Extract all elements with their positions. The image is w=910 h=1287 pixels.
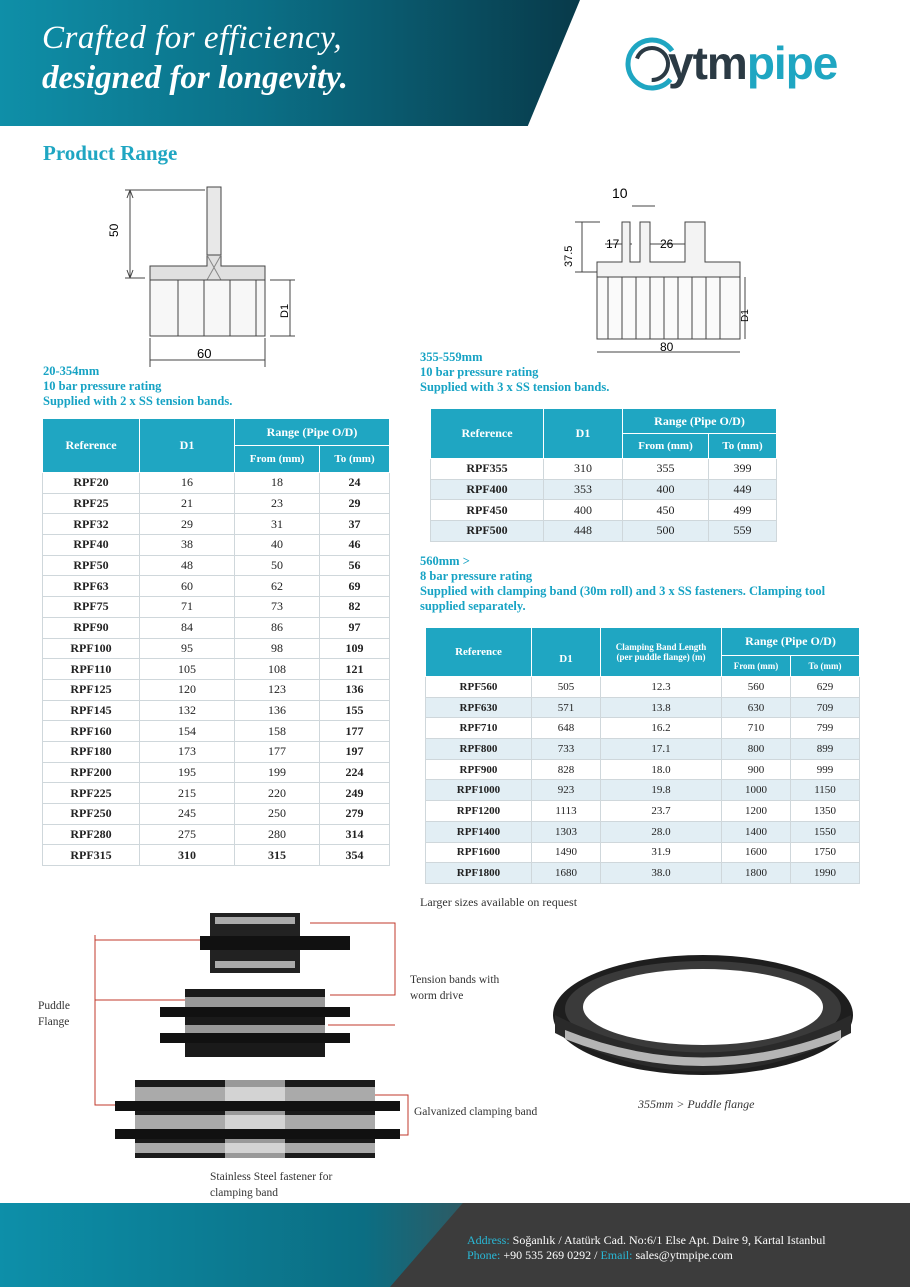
cell-reference: RPF225	[43, 783, 140, 804]
table-cell: 38	[140, 535, 235, 556]
cell-reference: RPF1200	[426, 801, 532, 822]
dim-height: 37.5	[563, 245, 575, 267]
cell-reference: RPF400	[431, 479, 544, 500]
cell-reference: RPF200	[43, 762, 140, 783]
table-cell: 310	[140, 845, 235, 866]
table-cell: 18.0	[601, 759, 722, 780]
table-cell: 448	[544, 521, 623, 542]
cell-reference: RPF25	[43, 493, 140, 514]
cell-reference: RPF280	[43, 824, 140, 845]
phone-value[interactable]: +90 535 269 0292	[503, 1248, 592, 1262]
th-d1	[532, 628, 601, 677]
th-from: From (mm)	[623, 434, 709, 459]
table-cell: 37	[320, 514, 390, 535]
table-cell: 29	[140, 514, 235, 535]
table-cell: 177	[320, 721, 390, 742]
larger-sizes-note: Larger sizes available on request	[420, 895, 578, 909]
group1-pressure: 10 bar pressure rating	[43, 379, 162, 393]
logo-text-pipe: pipe	[746, 37, 838, 89]
table-cell: 923	[532, 780, 601, 801]
cell-reference: RPF40	[43, 535, 140, 556]
table-medium-range	[430, 408, 777, 542]
table-cell: 69	[320, 576, 390, 597]
table-row	[426, 863, 860, 884]
group3-caption	[420, 554, 880, 614]
tagline-line2: designed for longevity.	[42, 60, 348, 96]
table-cell: 173	[140, 741, 235, 762]
table-cell: 899	[791, 739, 860, 760]
label-stainless-line1: Stainless Steel fastener for	[210, 1171, 333, 1183]
cell-reference: RPF160	[43, 721, 140, 742]
th-clamp-line2: (per puddle flange) (m)	[616, 652, 706, 662]
table-cell: 31	[235, 514, 320, 535]
th-range: Range (Pipe O/D)	[623, 409, 777, 434]
group3-size: 560mm >	[420, 554, 470, 568]
cell-reference: RPF90	[43, 617, 140, 638]
address-value: Soğanlık / Atatürk Cad. No:6/1 Else Apt. Daire 9, Kartal Istanbul	[512, 1233, 826, 1247]
label-tension-line1: Tension bands with	[410, 974, 500, 986]
table-cell: 449	[709, 479, 777, 500]
table-cell: 629	[791, 677, 860, 698]
table-row	[43, 721, 390, 742]
cell-reference: RPF1800	[426, 863, 532, 884]
table-cell: 121	[320, 659, 390, 680]
table-cell: 400	[544, 500, 623, 521]
table-cell: 62	[235, 576, 320, 597]
table-cell: 499	[709, 500, 777, 521]
table-row	[43, 576, 390, 597]
table-cell: 275	[140, 824, 235, 845]
table-cell: 1113	[532, 801, 601, 822]
table-cell: 559	[709, 521, 777, 542]
table-cell: 250	[235, 804, 320, 825]
table-cell: 630	[722, 697, 791, 718]
label-puddle-line2: Flange	[38, 1016, 70, 1028]
table-cell: 1990	[791, 863, 860, 884]
table-cell: 132	[140, 700, 235, 721]
label-puddle-flange	[38, 998, 70, 1030]
table-cell: 13.8	[601, 697, 722, 718]
table-cell: 560	[722, 677, 791, 698]
table-cell: 48	[140, 555, 235, 576]
table-cell: 399	[709, 459, 777, 480]
th-reference: Reference	[43, 419, 140, 473]
dim-a: 17	[606, 237, 620, 251]
group3-supply: Supplied with clamping band (30m roll) and 3 x SS fasteners. Clamping tool	[420, 584, 826, 598]
table-row	[426, 821, 860, 842]
table-cell: 105	[140, 659, 235, 680]
photo-caption: 355mm > Puddle flange	[638, 1097, 755, 1111]
table-cell: 16.2	[601, 718, 722, 739]
table-cell: 1680	[532, 863, 601, 884]
th-from: From (mm)	[235, 446, 320, 473]
group2-supply: Supplied with 3 x SS tension bands.	[420, 380, 610, 394]
group3-supply2: supplied separately.	[420, 599, 526, 613]
table-cell: 1750	[791, 842, 860, 863]
th-d1: D1	[140, 419, 235, 473]
label-tension-bands	[410, 972, 499, 1004]
group1-caption	[43, 364, 232, 409]
table-cell: 17.1	[601, 739, 722, 760]
table-cell: 136	[235, 700, 320, 721]
cell-reference: RPF180	[43, 741, 140, 762]
table-cell: 710	[722, 718, 791, 739]
table-cell: 353	[544, 479, 623, 500]
table-cell: 1200	[722, 801, 791, 822]
table-cell: 136	[320, 679, 390, 700]
table-cell: 999	[791, 759, 860, 780]
email-value[interactable]: sales@ytmpipe.com	[635, 1248, 733, 1262]
table-cell: 1350	[791, 801, 860, 822]
table-row	[43, 597, 390, 618]
table-cell: 95	[140, 638, 235, 659]
th-clamp-line1: Clamping Band Length	[615, 642, 707, 652]
table-cell: 31.9	[601, 842, 722, 863]
group1-supply: Supplied with 2 x SS tension bands.	[43, 394, 233, 408]
group2-pressure: 10 bar pressure rating	[420, 365, 539, 379]
table-row	[43, 638, 390, 659]
table-cell: 82	[320, 597, 390, 618]
th-to: To (mm)	[791, 655, 860, 676]
cell-reference: RPF710	[426, 718, 532, 739]
ytmpipe-logo	[628, 34, 858, 94]
table-cell: 799	[791, 718, 860, 739]
section-title: Product Range	[43, 141, 178, 165]
cell-reference: RPF100	[43, 638, 140, 659]
table-cell: 28.0	[601, 821, 722, 842]
table-cell: 314	[320, 824, 390, 845]
table-cell: 279	[320, 804, 390, 825]
table-row	[43, 473, 390, 494]
table-cell: 19.8	[601, 780, 722, 801]
table-row	[43, 824, 390, 845]
th-to: To (mm)	[320, 446, 390, 473]
table-cell: 355	[623, 459, 709, 480]
cell-reference: RPF1600	[426, 842, 532, 863]
table-cell: 23	[235, 493, 320, 514]
table-row	[426, 759, 860, 780]
th-to: To (mm)	[709, 434, 777, 459]
table-row	[43, 700, 390, 721]
cell-reference: RPF75	[43, 597, 140, 618]
table-cell: 154	[140, 721, 235, 742]
cell-reference: RPF145	[43, 700, 140, 721]
th-clamp	[601, 628, 722, 677]
table-cell: 23.7	[601, 801, 722, 822]
table-cell: 97	[320, 617, 390, 638]
table-row	[43, 617, 390, 638]
table-cell: 1000	[722, 780, 791, 801]
cell-reference: RPF110	[43, 659, 140, 680]
label-galvanized: Galvanized clamping band	[414, 1106, 538, 1118]
table-cell: 199	[235, 762, 320, 783]
table-cell: 709	[791, 697, 860, 718]
table-row	[43, 493, 390, 514]
table-cell: 123	[235, 679, 320, 700]
dim-b: 26	[660, 237, 674, 251]
table-cell: 828	[532, 759, 601, 780]
table-cell: 571	[532, 697, 601, 718]
puddle-flange-diagram-small	[100, 182, 310, 367]
label-tension-line2: worm drive	[410, 990, 464, 1002]
table-row	[431, 500, 777, 521]
cell-reference: RPF63	[43, 576, 140, 597]
table-row	[431, 479, 777, 500]
contact-separator: /	[594, 1248, 598, 1262]
flange-illustrations	[90, 905, 420, 1160]
table-row	[43, 804, 390, 825]
table-cell: 50	[235, 555, 320, 576]
table-cell: 500	[623, 521, 709, 542]
cell-reference: RPF32	[43, 514, 140, 535]
group3-pressure: 8 bar pressure rating	[420, 569, 533, 583]
th-reference: Reference	[431, 409, 544, 459]
table-cell: 18	[235, 473, 320, 494]
table-cell: 197	[320, 741, 390, 762]
cell-reference: RPF250	[43, 804, 140, 825]
table-row	[431, 521, 777, 542]
table-cell: 220	[235, 783, 320, 804]
table-cell: 12.3	[601, 677, 722, 698]
table-row	[43, 659, 390, 680]
table-small-range	[42, 418, 390, 866]
table-row	[431, 459, 777, 480]
table-row	[43, 535, 390, 556]
group1-size: 20-354mm	[43, 364, 100, 378]
table-cell: 249	[320, 783, 390, 804]
logo-text-ytm: ytm	[668, 37, 747, 89]
table-cell: 733	[532, 739, 601, 760]
table-cell: 1550	[791, 821, 860, 842]
table-row	[43, 741, 390, 762]
dim-width: 80	[660, 340, 674, 354]
table-cell: 245	[140, 804, 235, 825]
table-cell: 177	[235, 741, 320, 762]
table-cell: 648	[532, 718, 601, 739]
table-cell: 21	[140, 493, 235, 514]
table-cell: 310	[544, 459, 623, 480]
table-cell: 46	[320, 535, 390, 556]
table-row	[43, 679, 390, 700]
table-cell: 315	[235, 845, 320, 866]
th-range: Range (Pipe O/D)	[235, 419, 390, 446]
table-cell: 71	[140, 597, 235, 618]
table-cell: 1303	[532, 821, 601, 842]
table-row	[43, 514, 390, 535]
table-cell: 215	[140, 783, 235, 804]
table-cell: 900	[722, 759, 791, 780]
th-range: Range (Pipe O/D)	[722, 628, 860, 656]
table-row	[426, 697, 860, 718]
table-cell: 60	[140, 576, 235, 597]
table-cell: 280	[235, 824, 320, 845]
table-cell: 16	[140, 473, 235, 494]
table-cell: 400	[623, 479, 709, 500]
table-cell: 40	[235, 535, 320, 556]
table-cell: 800	[722, 739, 791, 760]
table-cell: 86	[235, 617, 320, 638]
cell-reference: RPF900	[426, 759, 532, 780]
table-row	[426, 801, 860, 822]
table-row	[43, 845, 390, 866]
cell-reference: RPF315	[43, 845, 140, 866]
address-key: Address:	[467, 1233, 510, 1247]
label-stainless	[210, 1169, 332, 1201]
puddle-flange-photo	[545, 935, 865, 1095]
cell-reference: RPF800	[426, 739, 532, 760]
group2-size: 355-559mm	[420, 350, 483, 364]
table-cell: 56	[320, 555, 390, 576]
table-cell: 195	[140, 762, 235, 783]
dim-top: 10	[612, 185, 628, 201]
table-cell: 38.0	[601, 863, 722, 884]
cell-reference: RPF20	[43, 473, 140, 494]
group2-caption	[420, 350, 609, 395]
email-key: Email:	[600, 1248, 633, 1262]
th-from: From (mm)	[722, 655, 791, 676]
cell-reference: RPF450	[431, 500, 544, 521]
th-reference: Reference	[426, 628, 532, 677]
table-row	[426, 780, 860, 801]
dim-d1: D1	[279, 303, 291, 318]
table-row	[426, 842, 860, 863]
table-cell: 1800	[722, 863, 791, 884]
table-row	[43, 555, 390, 576]
table-cell: 84	[140, 617, 235, 638]
table-cell: 158	[235, 721, 320, 742]
table-cell: 450	[623, 500, 709, 521]
dim-d1: D1	[740, 309, 751, 322]
th-d1-label: D1	[559, 653, 573, 665]
phone-key: Phone:	[467, 1248, 501, 1262]
label-stainless-line2: clamping band	[210, 1187, 279, 1199]
table-cell: 24	[320, 473, 390, 494]
table-cell: 1150	[791, 780, 860, 801]
cell-reference: RPF630	[426, 697, 532, 718]
table-cell: 29	[320, 493, 390, 514]
cell-reference: RPF1000	[426, 780, 532, 801]
table-cell: 505	[532, 677, 601, 698]
table-cell: 1600	[722, 842, 791, 863]
dim-width: 60	[197, 346, 212, 361]
cell-reference: RPF500	[431, 521, 544, 542]
table-cell: 109	[320, 638, 390, 659]
table-row	[43, 762, 390, 783]
table-row	[426, 718, 860, 739]
table-cell: 120	[140, 679, 235, 700]
table-cell: 155	[320, 700, 390, 721]
table-cell: 98	[235, 638, 320, 659]
cell-reference: RPF560	[426, 677, 532, 698]
label-puddle-line1: Puddle	[38, 1000, 70, 1012]
dim-height: 50	[107, 223, 121, 237]
cell-reference: RPF50	[43, 555, 140, 576]
table-cell: 224	[320, 762, 390, 783]
table-cell: 1400	[722, 821, 791, 842]
table-cell: 1490	[532, 842, 601, 863]
cell-reference: RPF125	[43, 679, 140, 700]
table-cell: 73	[235, 597, 320, 618]
table-row	[426, 677, 860, 698]
puddle-flange-diagram-medium	[560, 182, 760, 357]
table-row	[426, 739, 860, 760]
table-row	[43, 783, 390, 804]
cell-reference: RPF1400	[426, 821, 532, 842]
table-cell: 354	[320, 845, 390, 866]
tagline-line1: Crafted for efficiency,	[42, 20, 343, 56]
th-d1: D1	[544, 409, 623, 459]
table-cell: 108	[235, 659, 320, 680]
table-large-range	[425, 627, 860, 884]
footer-contact	[467, 1233, 826, 1263]
cell-reference: RPF355	[431, 459, 544, 480]
